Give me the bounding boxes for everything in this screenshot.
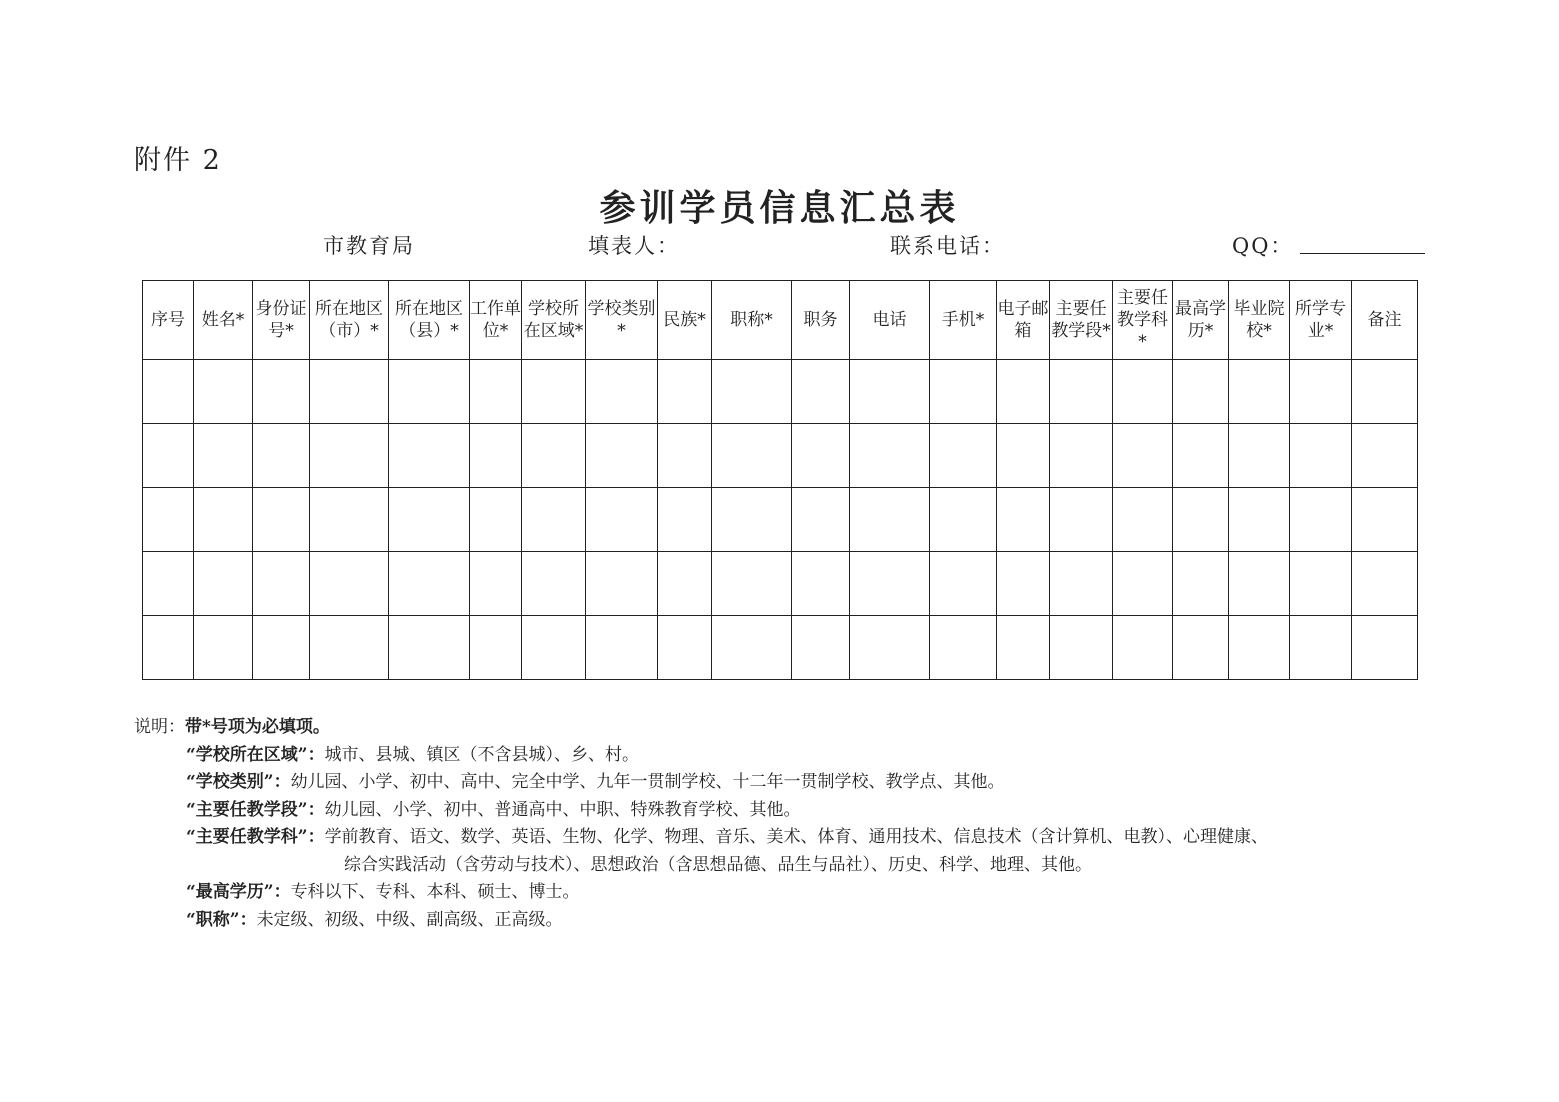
table-cell[interactable] — [389, 552, 470, 616]
table-cell[interactable] — [1113, 424, 1173, 488]
contact-phone-label: 联系电话： — [890, 234, 1005, 258]
table-cell[interactable] — [930, 360, 997, 424]
table-cell[interactable] — [930, 552, 997, 616]
table-cell[interactable] — [194, 552, 253, 616]
column-header: 职务 — [792, 281, 850, 360]
column-header: 电子邮箱 — [997, 281, 1050, 360]
table-cell[interactable] — [930, 616, 997, 680]
table-cell[interactable] — [1229, 616, 1290, 680]
required-note: 带*号项为必填项。 — [185, 717, 330, 737]
column-header: 电话 — [850, 281, 930, 360]
table-cell[interactable] — [1113, 360, 1173, 424]
note-term: “学校所在区域” — [186, 744, 308, 765]
table-cell[interactable] — [470, 488, 522, 552]
table-cell[interactable] — [1173, 424, 1229, 488]
table-cell[interactable] — [792, 360, 850, 424]
qq-input-line[interactable] — [1300, 253, 1425, 254]
table-cell[interactable] — [1050, 488, 1113, 552]
table-cell[interactable] — [712, 360, 792, 424]
column-header: 手机* — [930, 281, 997, 360]
table-cell[interactable] — [997, 424, 1050, 488]
table-cell[interactable] — [1229, 488, 1290, 552]
table-cell[interactable] — [194, 360, 253, 424]
table-cell[interactable] — [1173, 616, 1229, 680]
table-cell[interactable] — [997, 616, 1050, 680]
table-cell[interactable] — [522, 616, 586, 680]
note-term: “主要任教学科” — [186, 827, 308, 847]
table-cell[interactable] — [930, 424, 997, 488]
table-cell[interactable] — [1290, 552, 1352, 616]
table-cell[interactable] — [1352, 616, 1418, 680]
note-term: “主要任教学段” — [186, 799, 308, 820]
table-cell[interactable] — [850, 360, 930, 424]
column-header: 工作单位* — [470, 281, 522, 360]
table-cell[interactable] — [1050, 360, 1113, 424]
page-title: 参训学员信息汇总表 — [599, 187, 960, 229]
table-cell[interactable] — [586, 360, 658, 424]
note-text: 专科以下、专科、本科、硕士、博士。 — [290, 882, 580, 902]
table-cell[interactable] — [253, 488, 310, 552]
table-cell[interactable] — [850, 616, 930, 680]
notes-label: 说明： — [134, 717, 185, 737]
table-cell[interactable] — [1050, 616, 1113, 680]
note-sep: ： — [273, 772, 291, 792]
table-cell[interactable] — [586, 424, 658, 488]
table-row — [143, 552, 1418, 616]
table-cell[interactable] — [1352, 552, 1418, 616]
column-header: 所在地区（县）* — [389, 281, 470, 360]
table-cell[interactable] — [850, 424, 930, 488]
table-cell[interactable] — [310, 552, 389, 616]
column-header: 备注 — [1352, 281, 1418, 360]
table-cell[interactable] — [658, 360, 712, 424]
table-cell[interactable] — [143, 424, 194, 488]
table-cell[interactable] — [586, 616, 658, 680]
table-cell[interactable] — [143, 552, 194, 616]
table-cell[interactable] — [310, 488, 389, 552]
table-cell[interactable] — [712, 488, 792, 552]
table-cell[interactable] — [310, 424, 389, 488]
table-cell[interactable] — [1290, 360, 1352, 424]
note-text: 幼儿园、小学、初中、普通高中、中职、特殊教育学校、其他。 — [324, 799, 801, 820]
table-cell[interactable] — [194, 424, 253, 488]
table-cell[interactable] — [253, 616, 310, 680]
table-cell[interactable] — [470, 360, 522, 424]
table-cell[interactable] — [658, 488, 712, 552]
table-cell[interactable] — [522, 424, 586, 488]
table-cell[interactable] — [1229, 360, 1290, 424]
note-term: “学校类别” — [186, 772, 274, 792]
table-cell[interactable] — [522, 488, 586, 552]
table-cell[interactable] — [522, 360, 586, 424]
table-cell[interactable] — [1290, 616, 1352, 680]
table-cell[interactable] — [712, 616, 792, 680]
table-cell[interactable] — [389, 424, 470, 488]
column-header: 所在地区（市）* — [310, 281, 389, 360]
table-cell[interactable] — [997, 360, 1050, 424]
table-cell[interactable] — [194, 488, 253, 552]
table-body — [143, 360, 1418, 680]
table-header-row — [143, 281, 1418, 360]
column-header: 学校所在区域* — [522, 281, 586, 360]
table-cell[interactable] — [850, 552, 930, 616]
table-cell[interactable] — [712, 424, 792, 488]
table-cell[interactable] — [389, 488, 470, 552]
table-cell[interactable] — [1113, 616, 1173, 680]
note-sep: ： — [307, 827, 325, 847]
table-cell[interactable] — [997, 488, 1050, 552]
table-cell[interactable] — [792, 424, 850, 488]
table-cell[interactable] — [310, 616, 389, 680]
table-cell[interactable] — [586, 552, 658, 616]
table-cell[interactable] — [470, 424, 522, 488]
column-header: 学校类别* — [586, 281, 658, 360]
table-cell[interactable] — [143, 488, 194, 552]
column-header: 主要任教学段* — [1050, 281, 1113, 360]
table-row — [143, 360, 1418, 424]
table-cell[interactable] — [1050, 424, 1113, 488]
note-term: “职称” — [186, 909, 240, 930]
table-cell[interactable] — [253, 552, 310, 616]
table-cell[interactable] — [1113, 488, 1173, 552]
table-cell[interactable] — [1352, 360, 1418, 424]
note-sep: ： — [239, 909, 257, 930]
column-header: 序号 — [143, 281, 194, 360]
note-sep: ： — [307, 744, 325, 765]
bureau-label: 市教育局 — [323, 234, 415, 258]
column-header: 姓名* — [194, 281, 253, 360]
table-row — [143, 616, 1418, 680]
table-cell[interactable] — [792, 616, 850, 680]
info-table — [142, 280, 1418, 680]
filler-label: 填表人： — [588, 234, 680, 258]
note-text: 未定级、初级、中级、副高级、正高级。 — [256, 909, 563, 930]
table-cell[interactable] — [389, 616, 470, 680]
table-cell[interactable] — [1229, 424, 1290, 488]
note-text-continued: 综合实践活动（含劳动与技术）、思想政治（含思想品德、品生与品社）、历史、科学、地理、其他。 — [344, 854, 1092, 875]
table-row — [143, 488, 1418, 552]
table-cell[interactable] — [658, 424, 712, 488]
notes-section — [134, 714, 1454, 934]
note-sep: ： — [273, 882, 291, 902]
table-cell[interactable] — [470, 552, 522, 616]
table-cell[interactable] — [1050, 552, 1113, 616]
table-cell[interactable] — [143, 360, 194, 424]
note-text: 幼儿园、小学、初中、高中、完全中学、九年一贯制学校、十二年一贯制学校、教学点、其他。 — [290, 772, 1005, 792]
table-cell[interactable] — [389, 360, 470, 424]
table-cell[interactable] — [997, 552, 1050, 616]
note-text: 学前教育、语文、数学、英语、生物、化学、物理、音乐、美术、体育、通用技术、信息技术（含计算机、电教）、心理健康、 — [324, 827, 1269, 847]
column-header: 民族* — [658, 281, 712, 360]
column-header: 职称* — [712, 281, 792, 360]
table-cell[interactable] — [658, 616, 712, 680]
table-cell[interactable] — [1173, 552, 1229, 616]
note-term: “最高学历” — [186, 882, 274, 902]
qq-label: QQ： — [1232, 234, 1294, 258]
column-header: 主要任教学科* — [1113, 281, 1173, 360]
table-cell[interactable] — [850, 488, 930, 552]
note-text: 城市、县城、镇区（不含县城）、乡、村。 — [324, 744, 640, 765]
table-cell[interactable] — [310, 360, 389, 424]
table-cell[interactable] — [658, 552, 712, 616]
table-cell[interactable] — [930, 488, 997, 552]
column-header: 最高学历* — [1173, 281, 1229, 360]
table-cell[interactable] — [792, 488, 850, 552]
table-cell[interactable] — [470, 616, 522, 680]
table-cell[interactable] — [712, 552, 792, 616]
table-cell[interactable] — [253, 424, 310, 488]
table-cell[interactable] — [522, 552, 586, 616]
table-row — [143, 424, 1418, 488]
table-cell[interactable] — [1352, 488, 1418, 552]
table-cell[interactable] — [1173, 488, 1229, 552]
table-cell[interactable] — [194, 616, 253, 680]
attachment-label: 附件 2 — [134, 145, 222, 176]
column-header: 毕业院校* — [1229, 281, 1290, 360]
table-cell[interactable] — [1113, 552, 1173, 616]
table-cell[interactable] — [1173, 360, 1229, 424]
table-cell[interactable] — [253, 360, 310, 424]
note-sep: ： — [307, 799, 325, 820]
column-header: 所学专业* — [1290, 281, 1352, 360]
table-cell[interactable] — [1352, 424, 1418, 488]
column-header: 身份证号* — [253, 281, 310, 360]
table-cell[interactable] — [1290, 424, 1352, 488]
table-cell[interactable] — [143, 616, 194, 680]
table-cell[interactable] — [1290, 488, 1352, 552]
table-cell[interactable] — [792, 552, 850, 616]
table-cell[interactable] — [586, 488, 658, 552]
table-cell[interactable] — [1229, 552, 1290, 616]
